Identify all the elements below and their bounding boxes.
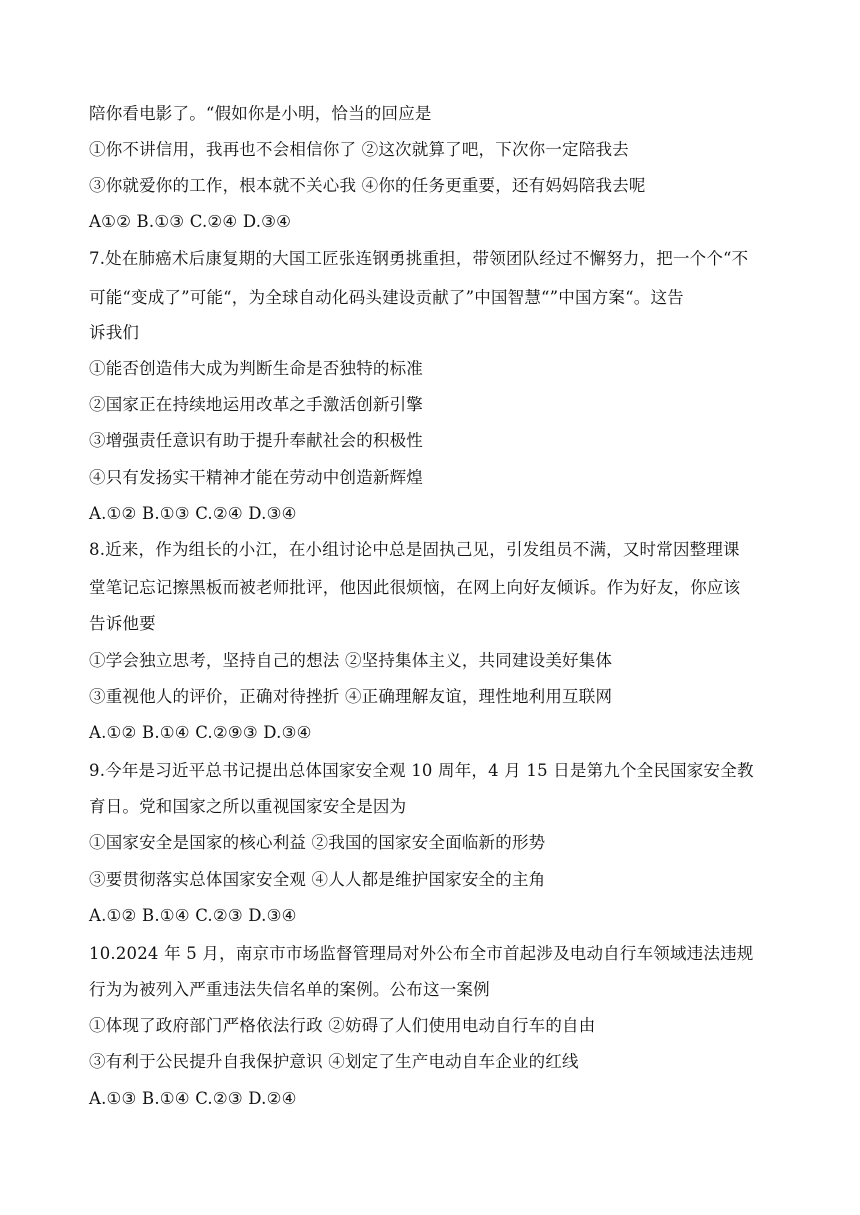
text-line: 可能“变成了”可能“，为全球自动化码头建设贡献了”中国智慧“”中国方案“。这告 xyxy=(89,288,684,307)
text-line: ③有利于公民提升自我保护意识 ④划定了生产电动自车企业的红线 xyxy=(89,1052,579,1071)
text-line: ②国家正在持续地运用改革之手激活创新引擎 xyxy=(89,395,423,414)
text-line: ①国家安全是国家的核心利益 ②我国的国家安全面临新的形势 xyxy=(89,833,546,852)
text-line: ①能否创造伟大成为判断生命是否独特的标准 xyxy=(89,359,423,378)
question-7-stem: 7.处在肺癌术后康复期的大国工匠张连钢勇挑重担，带领团队经过不懈努力，把一个个“不 xyxy=(89,249,749,268)
text-line: ③你就爱你的工作，根本就不关心我 ④你的任务更重要，还有妈妈陪我去呢 xyxy=(89,176,646,195)
text-line: 陪你看电影了。“假如你是小明，恰当的回应是 xyxy=(89,104,432,123)
text-line: ①你不讲信用，我再也不会相信你了 ②这次就算了吧，下次你一定陪我去 xyxy=(89,140,629,159)
question-10-stem: 10.2024 年 5 月，南京市市场监督管理局对外公布全市首起涉及电动自行车领域违法违规 xyxy=(89,944,754,963)
text-line: ①体现了政府部门严格依法行政 ②妨碍了人们使用电动自行车的自由 xyxy=(89,1016,596,1035)
answer-options: A.①② B.①④ C.②⑨③ D.③④ xyxy=(89,723,312,742)
text-line: ①学会独立思考，坚持自己的想法 ②坚持集体主义，共同建设美好集体 xyxy=(89,651,613,670)
text-line: ④只有发扬实干精神才能在劳动中创造新辉煌 xyxy=(89,468,423,487)
text-line: 行为为被列入严重违法失信名单的案例。公布这一案例 xyxy=(89,980,490,999)
question-8-stem: 8.近来，作为组长的小江，在小组讨论中总是固执己见，引发组员不满，又时常因整理课 xyxy=(89,540,740,559)
question-9-stem: 9.今年是习近平总书记提出总体国家安全观 10 周年，4 月 15 日是第九个全民国家安全教 xyxy=(89,761,754,780)
answer-options: A.①② B.①④ C.②③ D.③④ xyxy=(89,906,297,925)
text-line: 告诉他要 xyxy=(89,614,156,633)
text-line: ③重视他人的评价，正确对待挫折 ④正确理解友谊，理性地利用互联网 xyxy=(89,687,613,706)
answer-options: A.①② B.①③ C.②④ D.③④ xyxy=(89,504,297,523)
answer-options: A①② B.①③ C.②④ D.③④ xyxy=(89,212,292,231)
text-line: 育日。党和国家之所以重视国家安全是因为 xyxy=(89,797,407,816)
text-line: 堂笔记忘记擦黑板而被老师批评，他因此很烦恼，在网上向好友倾诉。作为好友，你应该 xyxy=(89,578,741,597)
text-line: 诉我们 xyxy=(89,323,140,342)
answer-options: A.①③ B.①④ C.②③ D.②④ xyxy=(89,1089,297,1108)
text-line: ③增强责任意识有助于提升奉献社会的积极性 xyxy=(89,431,423,450)
text-line: ③要贯彻落实总体国家安全观 ④人人都是维护国家安全的主角 xyxy=(89,870,546,889)
